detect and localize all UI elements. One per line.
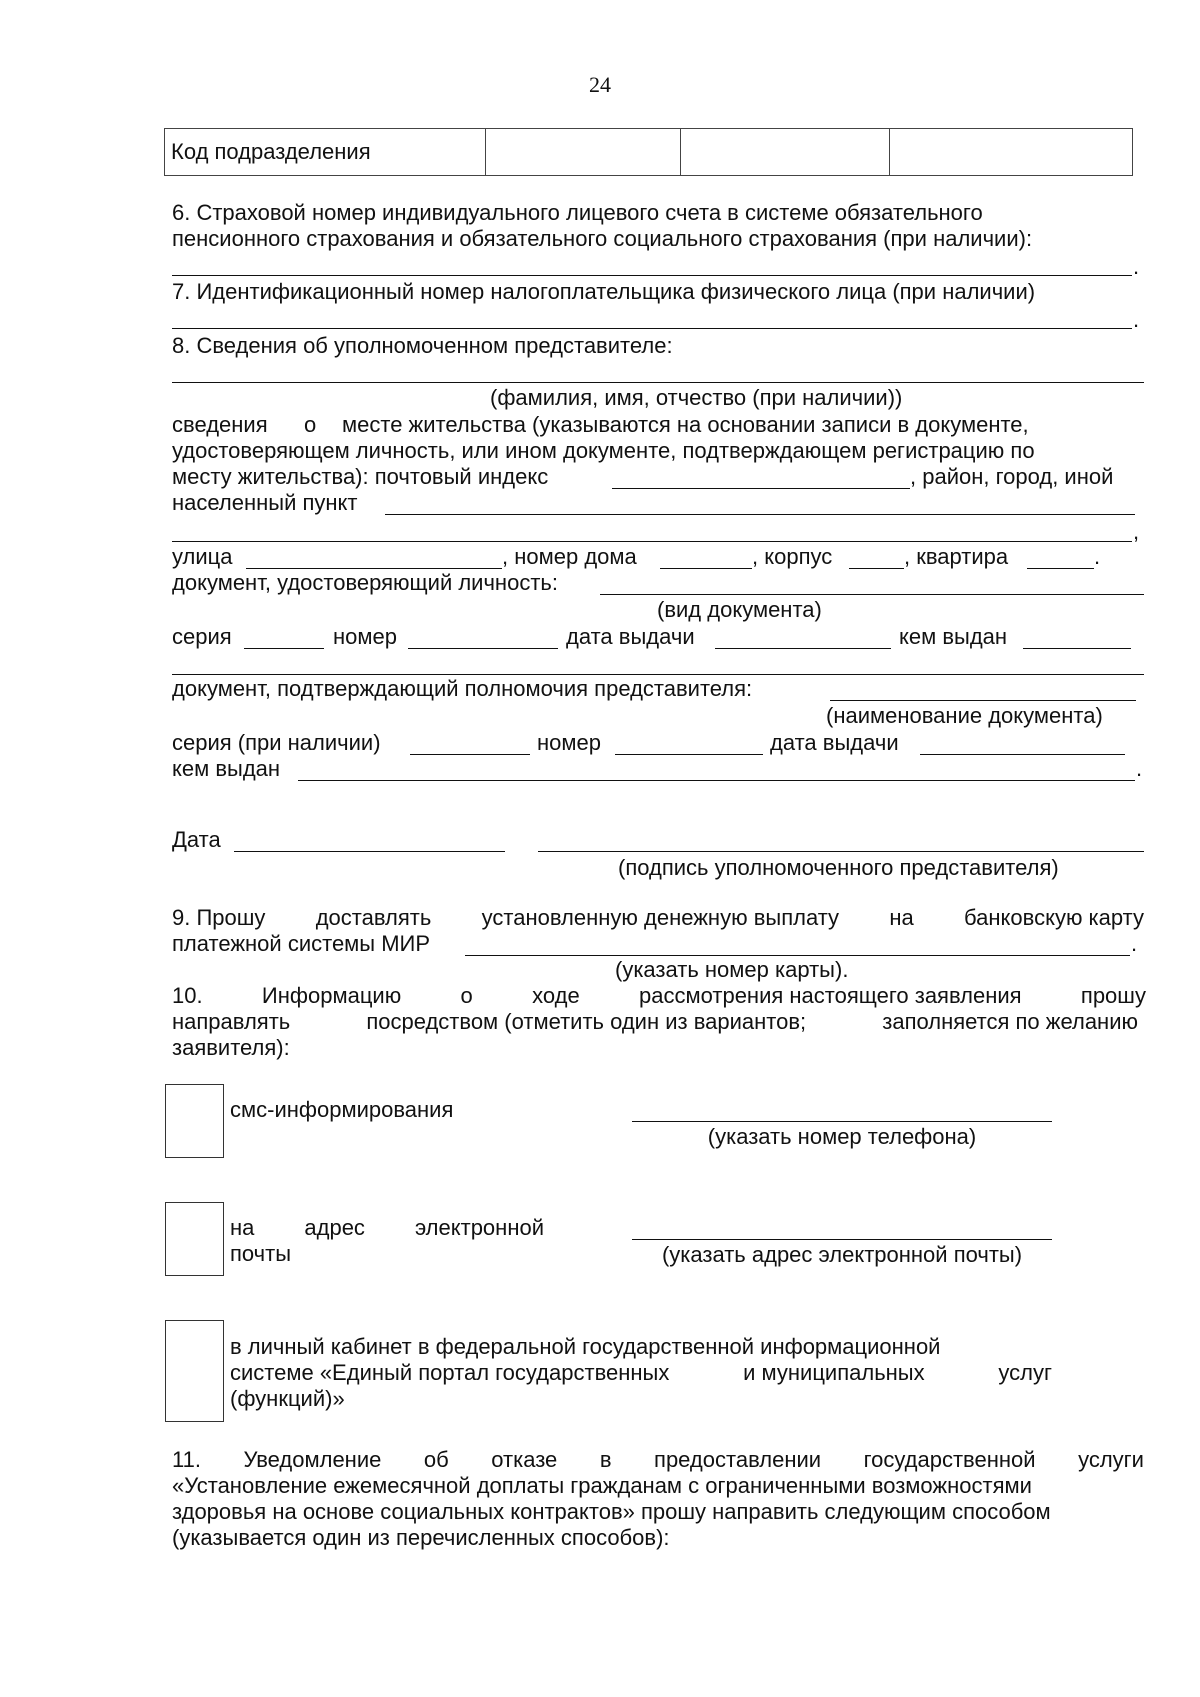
residence-word-2: о <box>304 412 317 437</box>
item6-end-dot: . <box>1133 254 1140 279</box>
card-number-field[interactable] <box>465 955 1130 956</box>
inn-field[interactable] <box>172 328 1132 329</box>
item11-word: услуги <box>1078 1447 1144 1472</box>
phone-field[interactable] <box>632 1121 1052 1122</box>
number-label: номер <box>333 624 397 649</box>
portal-checkbox[interactable] <box>165 1320 224 1422</box>
item6-line1: 6. Страховой номер индивидуального лицевого счета в системе обязательного <box>172 200 983 225</box>
item9-word: 9. Прошу <box>172 905 266 930</box>
authority-doc-label: документ, подтверждающий полномочия представителя: <box>172 676 753 701</box>
email-label-line2: почты <box>230 1241 292 1266</box>
series-label: серия <box>172 624 232 649</box>
residence-line2: удостоверяющем личность, или ином документе, подтверждающем регистрацию по <box>172 438 1035 463</box>
signature-caption: (подпись уполномоченного представителя) <box>618 855 1059 880</box>
item6-line2: пенсионного страхования и обязательного социального страхования (при наличии): <box>172 226 1033 251</box>
email-label-word: адрес <box>304 1215 365 1240</box>
apartment-label: , квартира <box>904 544 1009 569</box>
item11-line3: здоровья на основе социальных контрактов» прошу направить следующим способом <box>172 1499 1051 1524</box>
building-field[interactable] <box>849 568 904 569</box>
item11-word: об <box>423 1447 449 1472</box>
residence-word-1: сведения <box>172 412 268 437</box>
locality-field[interactable] <box>385 514 1135 515</box>
street-label: улица <box>172 544 233 569</box>
email-label-word: электронной <box>414 1215 544 1240</box>
page-number: 24 <box>589 72 611 97</box>
authority-issue-date-field[interactable] <box>920 754 1125 755</box>
item11-word: Уведомление <box>243 1447 382 1472</box>
item11-line4: (указывается один из перечисленных способов): <box>172 1525 670 1550</box>
item11-word: в <box>599 1447 612 1472</box>
item9-line2: платежной системы МИР <box>172 931 431 956</box>
authority-series-field[interactable] <box>410 754 530 755</box>
locality-field-2[interactable] <box>172 541 1132 542</box>
item9-word: на <box>889 905 914 930</box>
series-field[interactable] <box>244 648 324 649</box>
authority-issued-by-dot: . <box>1136 756 1143 781</box>
portal-word: системе «Единый портал государственных <box>230 1360 670 1385</box>
subdivision-code-label: Код подразделения <box>165 129 486 176</box>
subdivision-code-table <box>164 128 1133 176</box>
item11-word: отказе <box>491 1447 558 1472</box>
street-field[interactable] <box>246 568 502 569</box>
signature-field[interactable] <box>538 851 1144 852</box>
item11-word: предоставлении <box>654 1447 822 1472</box>
issued-by-label: кем выдан <box>899 624 1008 649</box>
doc-type-caption: (вид документа) <box>657 597 822 622</box>
portal-word: услуг <box>998 1360 1052 1385</box>
apartment-field[interactable] <box>1027 568 1094 569</box>
email-label-line1 <box>230 1215 544 1241</box>
card-caption: (указать номер карты). <box>615 957 849 982</box>
fio-caption: (фамилия, имя, отчество (при наличии)) <box>490 385 903 410</box>
building-label: , корпус <box>752 544 833 569</box>
phone-caption: (указать номер телефона) <box>707 1124 977 1149</box>
item10-word: заполняется по желанию <box>882 1009 1138 1034</box>
authority-issued-by-field[interactable] <box>298 780 1135 781</box>
item11-line2: «Установление ежемесячной доплаты гражданам с ограниченными возможностями <box>172 1473 1032 1498</box>
subdivision-code-cell-1[interactable] <box>486 129 681 176</box>
item11-word: государственной <box>863 1447 1036 1472</box>
issued-by-field[interactable] <box>1023 648 1131 649</box>
sms-label: смс-информирования <box>230 1097 454 1122</box>
issue-date-label: дата выдачи <box>566 624 695 649</box>
authority-issue-date-label: дата выдачи <box>770 730 899 755</box>
item10-word: 10. <box>172 983 203 1008</box>
representative-name-field[interactable] <box>172 382 1144 383</box>
item11-word: 11. <box>172 1447 201 1472</box>
street-dot: . <box>1094 544 1101 569</box>
series-opt-label: серия (при наличии) <box>172 730 381 755</box>
sms-checkbox[interactable] <box>165 1084 224 1158</box>
id-doc-type-field[interactable] <box>600 594 1144 595</box>
email-label-word: на <box>230 1215 255 1240</box>
email-caption: (указать адрес электронной почты) <box>661 1242 1023 1267</box>
authority-number-field[interactable] <box>615 754 763 755</box>
email-checkbox[interactable] <box>165 1202 224 1276</box>
date-field[interactable] <box>234 851 505 852</box>
item9-line1 <box>172 905 1144 931</box>
snils-field[interactable] <box>172 275 1132 276</box>
authority-issued-by-label: кем выдан <box>172 756 281 781</box>
item10-line2 <box>172 1009 1138 1035</box>
portal-line1: в личный кабинет в федеральной государственной информационной <box>230 1334 941 1359</box>
residence-line4: населенный пункт <box>172 490 358 515</box>
residence-word-3: месте жительства (указываются на основании записи в документе, <box>342 412 1029 437</box>
item10-word: Информацию <box>261 983 402 1008</box>
postal-code-field[interactable] <box>612 488 910 489</box>
item10-word: рассмотрения настоящего заявления <box>639 983 1022 1008</box>
item9-word: банковскую карту <box>964 905 1144 930</box>
residence-line3a: месту жительства): почтовый индекс <box>172 464 549 489</box>
item10-line3: заявителя): <box>172 1035 290 1060</box>
portal-line2 <box>230 1360 1052 1386</box>
item10-line1 <box>172 983 1146 1009</box>
item10-word: ходе <box>532 983 580 1008</box>
item7-end-dot: . <box>1133 307 1140 332</box>
item8-title: 8. Сведения об уполномоченном представителе: <box>172 333 673 358</box>
item9-word: доставлять <box>315 905 432 930</box>
doc-name-caption: (наименование документа) <box>826 703 1103 728</box>
portal-line3: (функций)» <box>230 1386 345 1411</box>
authority-doc-field[interactable] <box>830 700 1136 701</box>
authority-number-label: номер <box>537 730 601 755</box>
subdivision-code-cell-3[interactable] <box>890 129 1133 176</box>
house-label: , номер дома <box>502 544 637 569</box>
item9-dot: . <box>1131 931 1138 956</box>
issue-date-field[interactable] <box>715 648 891 649</box>
id-doc-label: документ, удостоверяющий личность: <box>172 570 558 595</box>
item10-word: посредством (отметить один из вариантов; <box>366 1009 807 1034</box>
item10-word: о <box>460 983 473 1008</box>
item9-word: установленную денежную выплату <box>481 905 840 930</box>
item10-word: прошу <box>1080 983 1146 1008</box>
house-field[interactable] <box>660 568 752 569</box>
issued-by-field-2[interactable] <box>172 674 1144 675</box>
date-label: Дата <box>172 827 221 852</box>
residence-line3b: , район, город, иной <box>910 464 1114 489</box>
number-field[interactable] <box>408 648 558 649</box>
subdivision-code-cell-2[interactable] <box>681 129 890 176</box>
email-field[interactable] <box>632 1239 1052 1240</box>
item11-line1 <box>172 1447 1144 1473</box>
locality-comma: , <box>1133 519 1140 544</box>
item10-word: направлять <box>172 1009 291 1034</box>
portal-word: и муниципальных <box>743 1360 925 1385</box>
item7-text: 7. Идентификационный номер налогоплательщика физического лица (при наличии) <box>172 279 1036 304</box>
